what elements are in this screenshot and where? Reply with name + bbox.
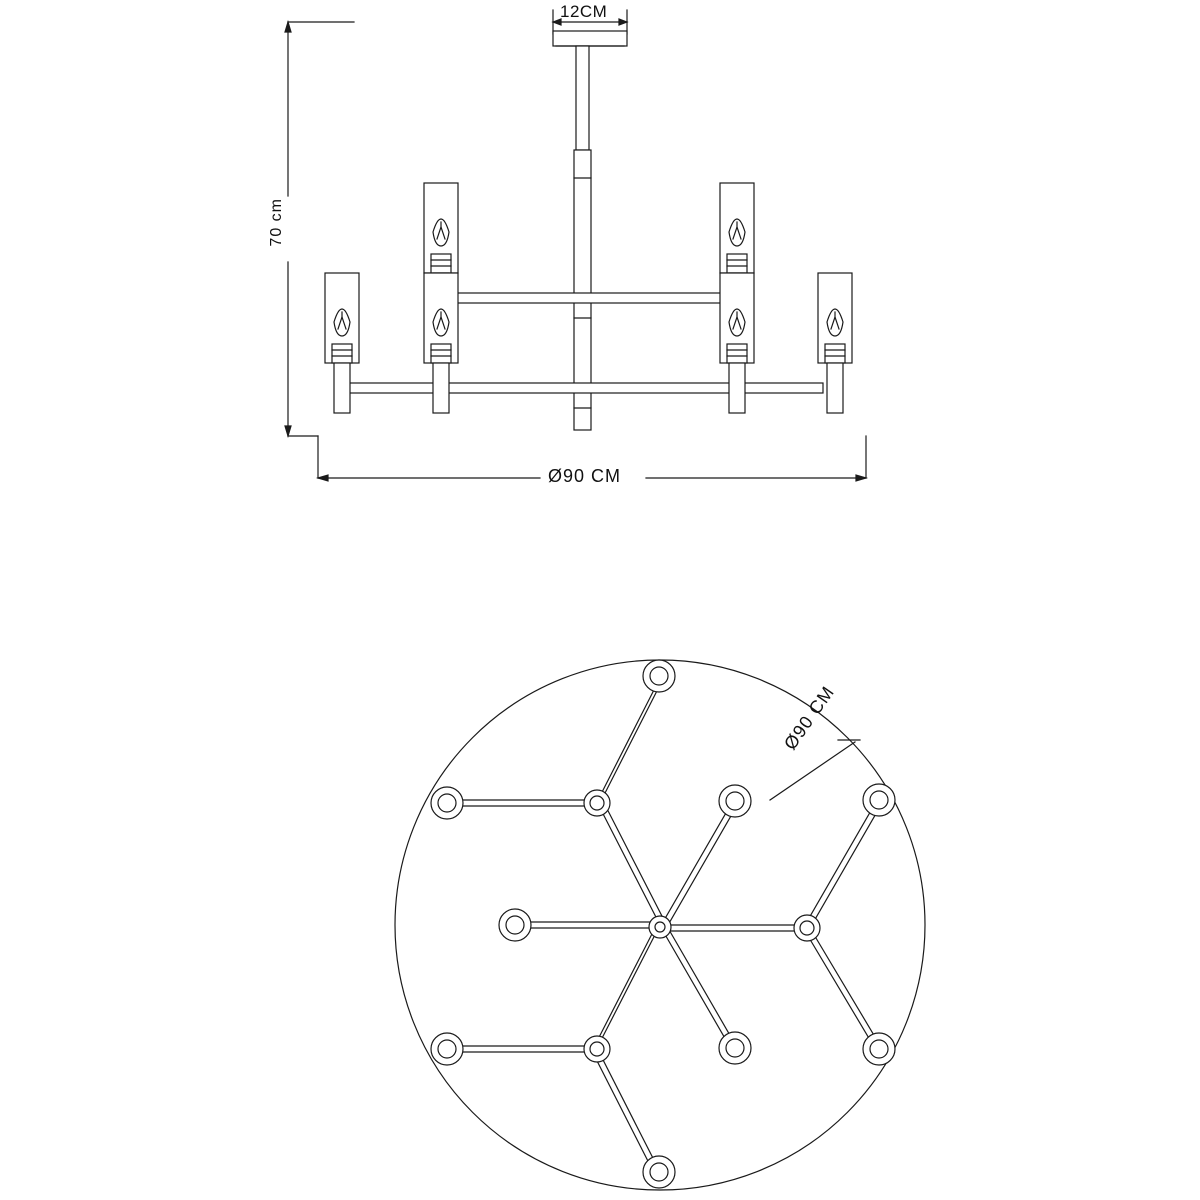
canopy [553, 31, 627, 46]
socket-upper-left-elbow [584, 790, 610, 816]
lower-arm-bar [343, 383, 823, 393]
plan-center-hub [649, 916, 671, 938]
socket-top [643, 660, 675, 692]
upper-arm-bar [442, 293, 722, 303]
socket-lower-right [863, 1033, 895, 1065]
socket-bottom [643, 1156, 675, 1188]
plan-view [395, 660, 925, 1190]
socket-lower-left-outer [431, 1033, 463, 1065]
socket-lower-mid [719, 1032, 751, 1064]
socket-upper-right [863, 784, 895, 816]
front-diameter-dimension-label: Ø90 CM [548, 466, 622, 486]
socket-left-inner [499, 909, 531, 941]
plan-diameter-dimension-label: Ø90 CM [780, 682, 839, 754]
top-width-dimension-label: 12CM [560, 2, 608, 21]
height-dimension-label: 70 cm [268, 198, 285, 247]
socket-right-elbow [794, 915, 820, 941]
drop-rod [576, 46, 589, 150]
socket-upper-left-outer [431, 787, 463, 819]
front-elevation-view [285, 10, 866, 481]
socket-upper-mid [719, 785, 751, 817]
socket-lower-left-elbow [584, 1036, 610, 1062]
